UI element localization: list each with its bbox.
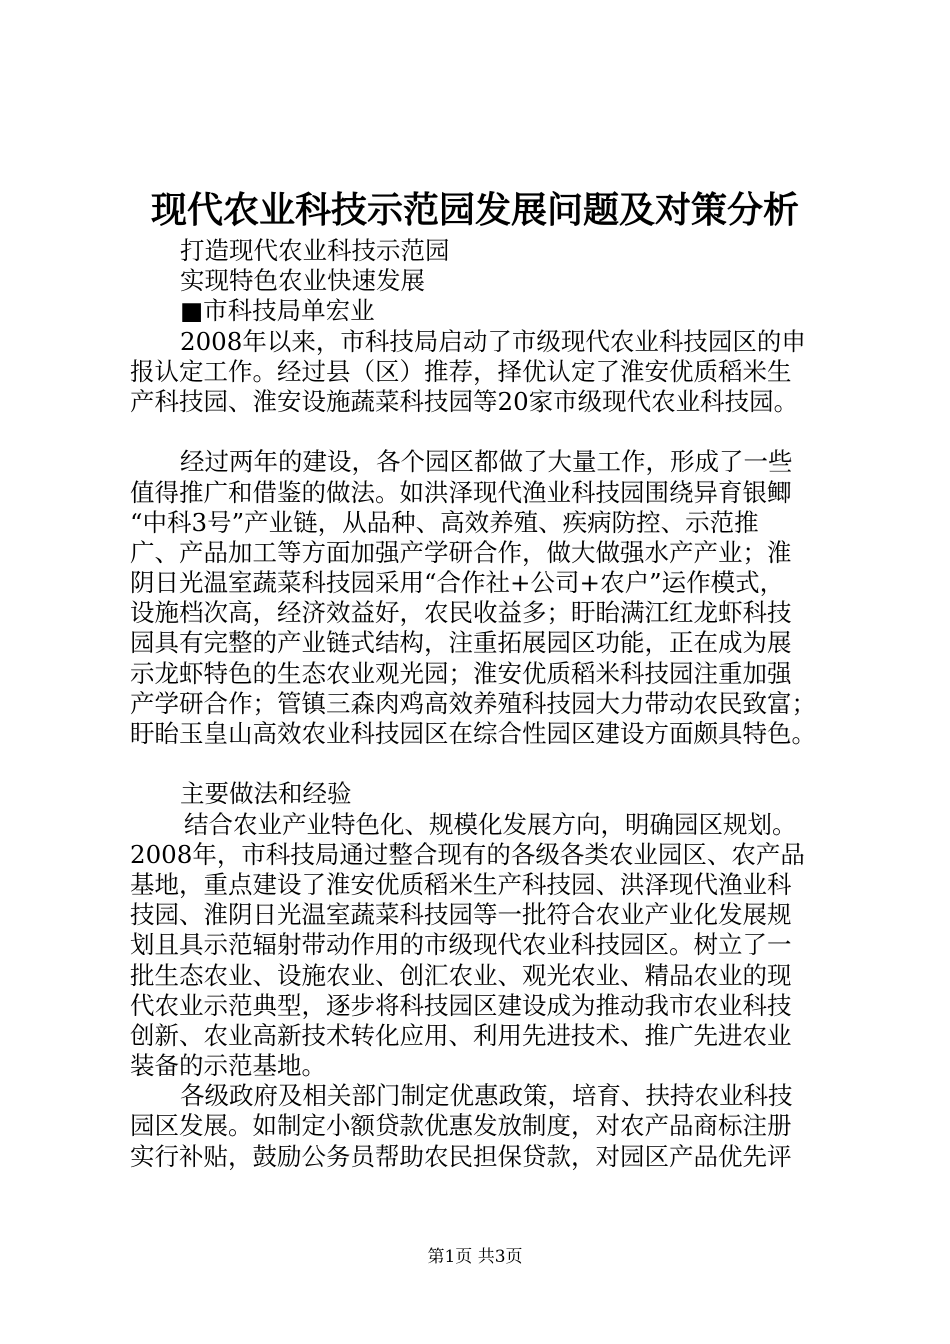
paragraph-line: 技园、淮阴日光温室蔬菜科技园等一批符合农业产业化发展规 [130, 900, 792, 930]
paragraph-line: 2008年以来，市科技局启动了市级现代农业科技园区的申 [180, 326, 806, 356]
document-title: 现代农业科技示范园发展问题及对策分析 [150, 189, 799, 231]
paragraph-line: “中科3号”产业链，从品种、高效养殖、疾病防控、示范推 [130, 507, 759, 537]
paragraph-line: 园具有完整的产业链式结构，注重拓展园区功能，正在成为展 [130, 628, 792, 658]
paragraph-line: 产科技园、淮安设施蔬菜科技园等20家市级现代农业科技园。 [130, 386, 799, 416]
document-body [130, 236, 835, 1172]
author-line: ■市科技局单宏业 [180, 296, 375, 326]
paragraph-line: 园区发展。如制定小额贷款优惠发放制度，对农产品商标注册 [130, 1111, 792, 1141]
paragraph-line: 基地，重点建设了淮安优质稻米生产科技园、洪泽现代渔业科 [130, 869, 792, 899]
paragraph-line: 划且具示范辐射带动作用的市级现代农业科技园区。树立了一 [130, 930, 792, 960]
page-number: 第1页 共3页 [427, 1247, 523, 1267]
paragraph-line: 报认定工作。经过县（区）推荐，择优认定了淮安优质稻米生 [130, 356, 792, 386]
paragraph-line: 创新、农业高新技术转化应用、利用先进技术、推广先进农业 [130, 1020, 792, 1050]
paragraph-gap [130, 749, 835, 779]
paragraph-line: 装备的示范基地。 [130, 1051, 326, 1081]
paragraph-line: 盱眙玉皇山高效农业科技园区在综合性园区建设方面颇具特色。 [130, 719, 816, 748]
paragraph-line: 经过两年的建设，各个园区都做了大量工作，形成了一些 [180, 447, 793, 477]
section-heading: 主要做法和经验 [180, 779, 352, 809]
subtitle-line: 实现特色农业快速发展 [180, 266, 425, 296]
paragraph-line: 设施档次高，经济效益好，农民收益多；盱眙满江红龙虾科技 [130, 598, 792, 628]
paragraph-line: 值得推广和借鉴的做法。如洪泽现代渔业科技园围绕异育银鲫 [130, 477, 792, 507]
paragraph-line: 阴日光温室蔬菜科技园采用“合作社+公司+农户”运作模式， [130, 568, 785, 598]
paragraph-gap [130, 417, 835, 447]
paragraph-line: 代农业示范典型，逐步将科技园区建设成为推动我市农业科技 [130, 990, 792, 1020]
paragraph-line: 各级政府及相关部门制定优惠政策，培育、扶持农业科技 [180, 1081, 793, 1111]
paragraph-line: 产学研合作；管镇三森肉鸡高效养殖科技园大力带动农民致富； [130, 688, 816, 718]
subtitle-line: 打造现代农业科技示范园 [180, 236, 450, 265]
paragraph-line: 2008年，市科技局通过整合现有的各级各类农业园区、农产品 [130, 839, 805, 869]
paragraph-line: 批生态农业、设施农业、创汇农业、观光农业、精品农业的现 [130, 960, 792, 990]
paragraph-line: 示龙虾特色的生态农业观光园；淮安优质稻米科技园注重加强 [130, 658, 792, 688]
paragraph-line: 实行补贴，鼓励公务员帮助农民担保贷款，对园区产品优先评 [130, 1141, 792, 1171]
paragraph-line: 结合农业产业特色化、规模化发展方向，明确园区规划。 [184, 809, 797, 839]
paragraph-line: 广、产品加工等方面加强产学研合作，做大做强水产产业；淮 [130, 537, 792, 567]
